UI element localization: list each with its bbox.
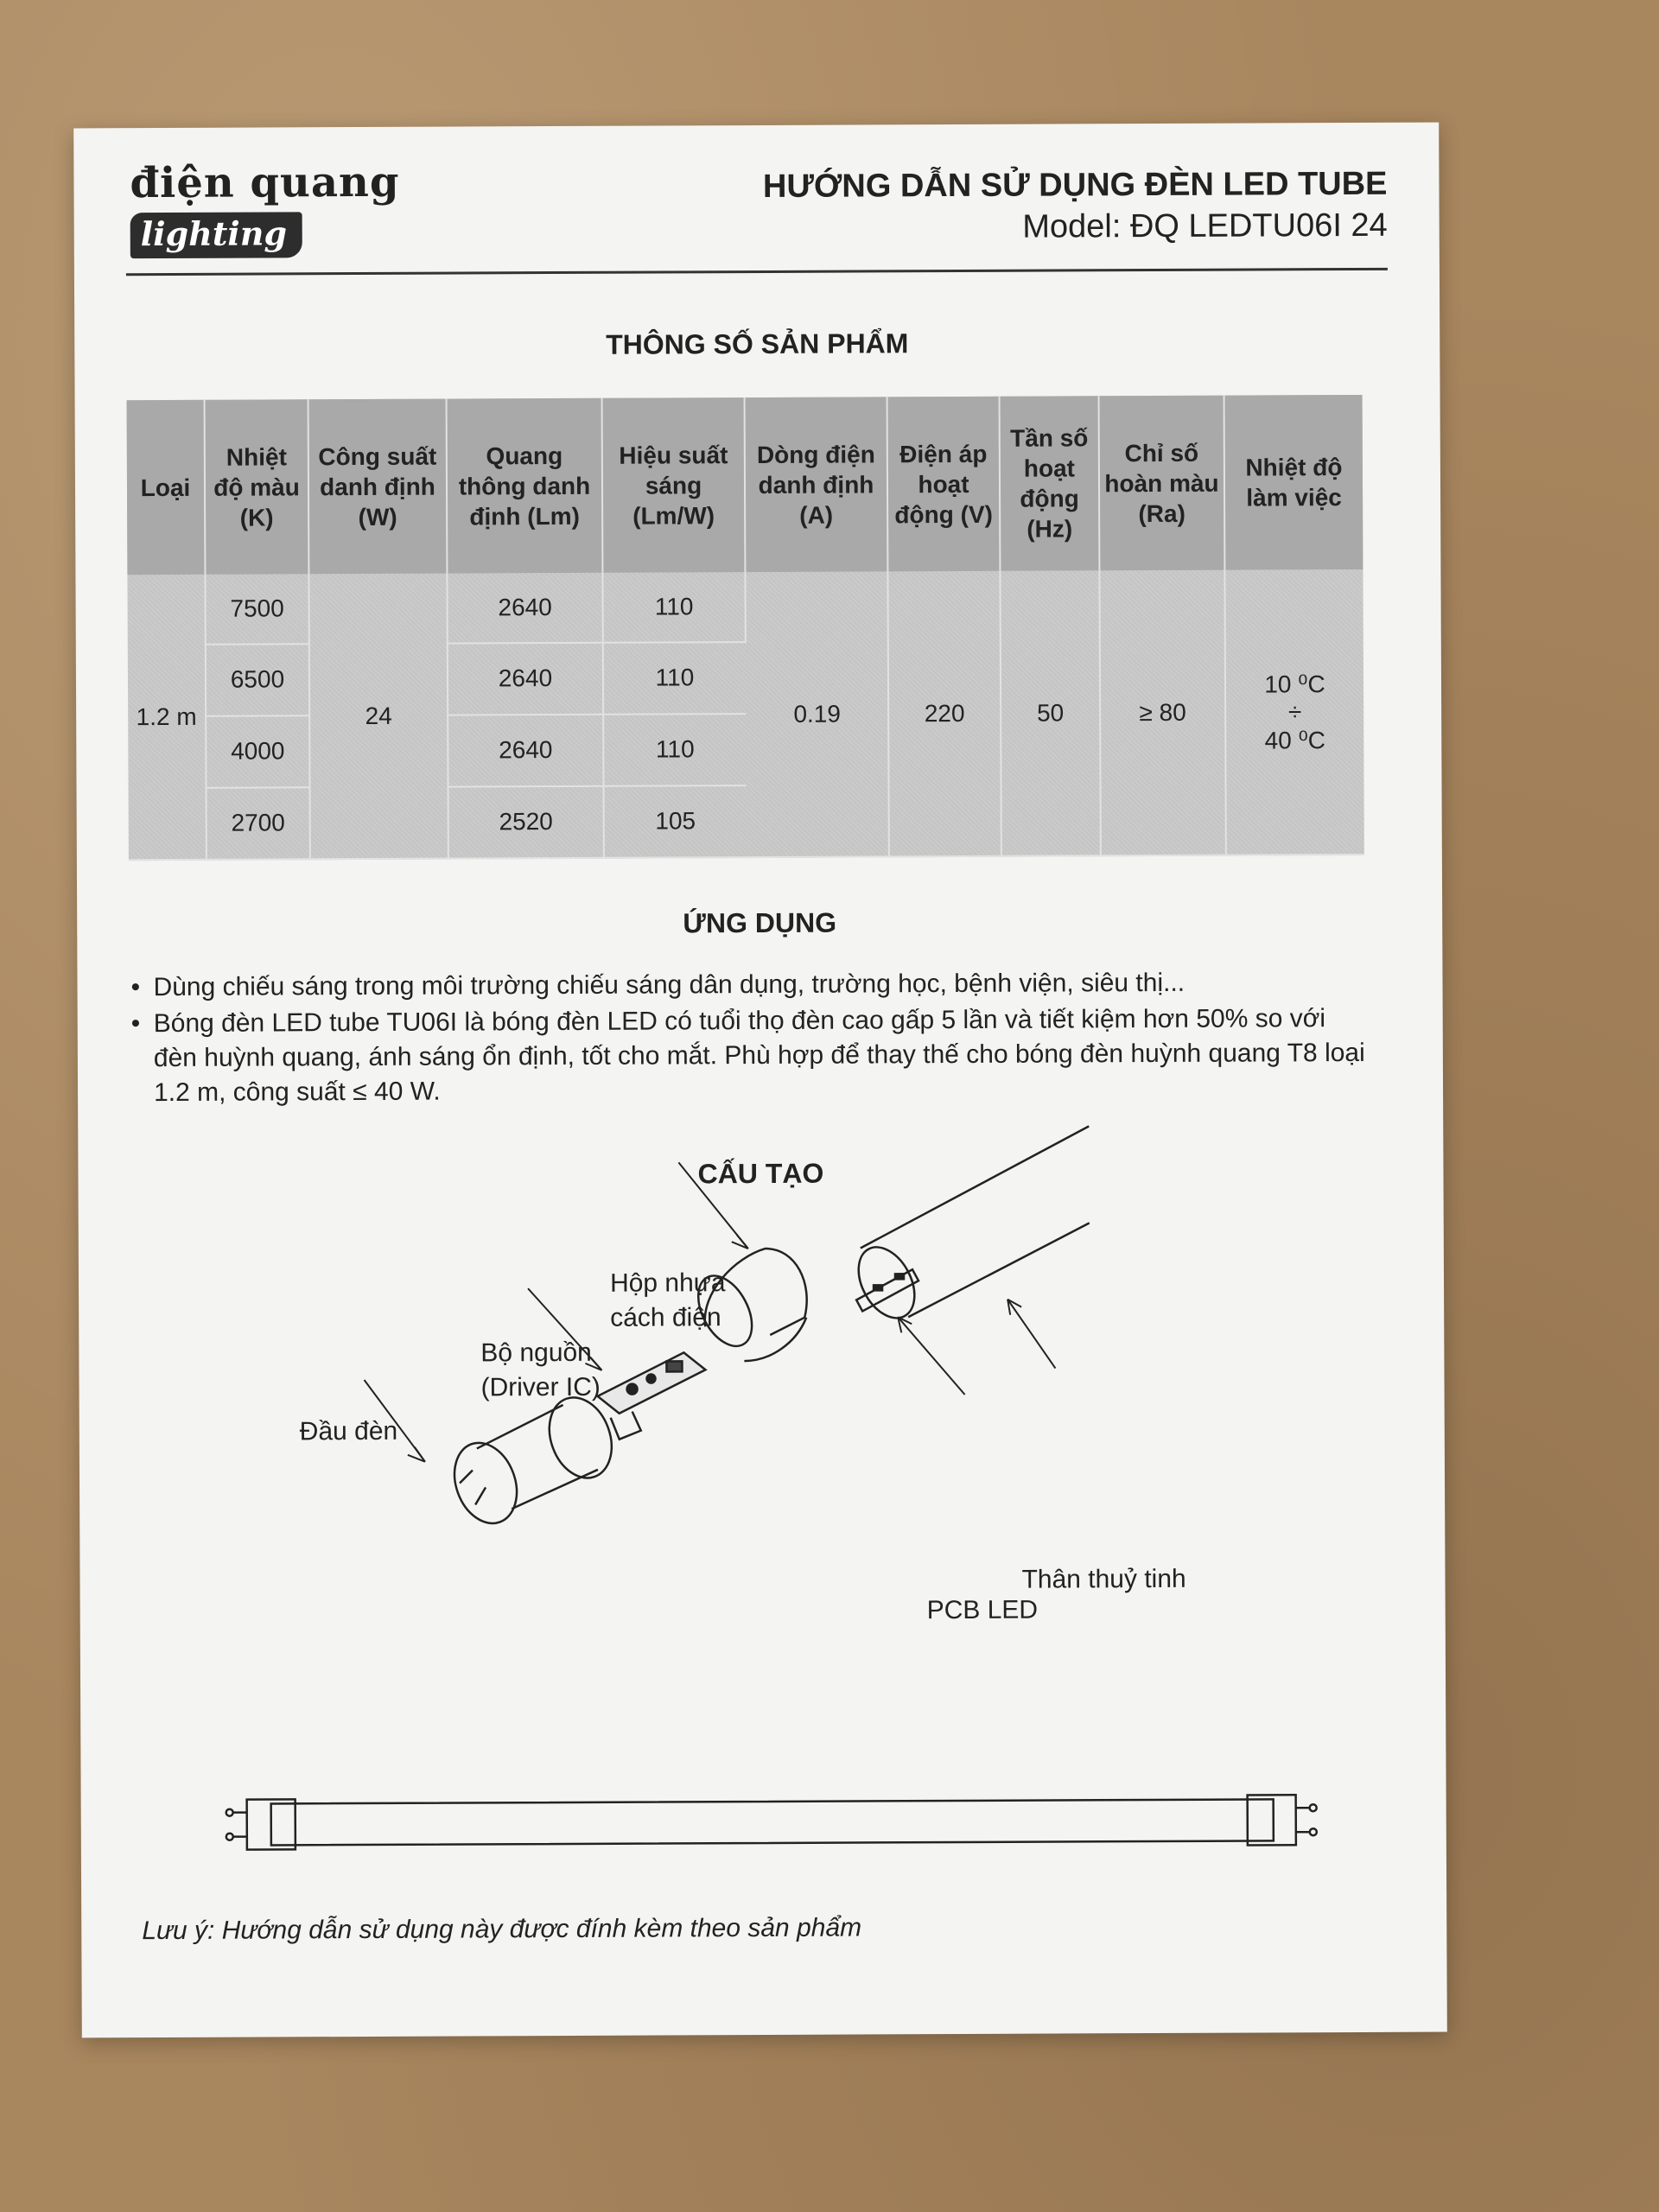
tube-exploded-diagram bbox=[73, 123, 1447, 2038]
cell-efficacy: 105 bbox=[604, 785, 747, 858]
label-driver bbox=[480, 1336, 601, 1406]
list-item: • Bóng đèn LED tube TU06I là bóng đèn LED có tuổi thọ đèn cao gấp 5 lần và tiết kiệm hơn 50% so với đèn huỳnh quang, ánh sáng ổn định, tốt cho mắt. Phù hợp để thay thế cho bóng đèn huỳnh quang T8 loại 1.2 m, công suất ≤ 40 W. bbox=[130, 1001, 1375, 1110]
cell-efficacy: 110 bbox=[603, 714, 746, 786]
cell-flux: 2640 bbox=[448, 715, 603, 787]
cell-efficacy: 110 bbox=[603, 642, 746, 715]
header-power: Công suất danh định (W) bbox=[308, 399, 448, 575]
glass-tube-drawing bbox=[847, 1126, 1090, 1327]
logo-wordmark: điện quang bbox=[130, 157, 400, 208]
header-cct: Nhiệt độ màu (K) bbox=[205, 399, 309, 575]
work-temp-min: 10 ⁰C bbox=[1264, 670, 1325, 697]
header-flux: Quang thông danh định (Lm) bbox=[447, 398, 603, 574]
header-type: Loại bbox=[127, 400, 206, 575]
label-driver-line2: (Driver IC) bbox=[480, 1372, 601, 1402]
header-cri: Chỉ số hoàn màu (Ra) bbox=[1099, 396, 1225, 571]
header-current: Dòng điện danh định (A) bbox=[745, 397, 888, 572]
cell-cct: 7500 bbox=[205, 574, 308, 644]
cell-power: 24 bbox=[308, 574, 448, 860]
model-number: Model: ĐQ LEDTU06I 24 bbox=[1022, 207, 1388, 245]
cell-cri: ≥ 80 bbox=[1099, 570, 1225, 856]
cell-cct: 2700 bbox=[207, 787, 310, 860]
label-insulator-line1: Hộp nhựa bbox=[609, 1268, 726, 1298]
structure-title: CẤU TẠO bbox=[697, 1157, 824, 1190]
cell-voltage: 220 bbox=[887, 571, 1001, 857]
cell-cct: 6500 bbox=[206, 644, 309, 716]
cell-flux: 2640 bbox=[448, 642, 603, 715]
label-insulator-line2: cách điện bbox=[610, 1303, 721, 1332]
logo-lighting-badge: lighting bbox=[130, 212, 302, 258]
cell-efficacy: 110 bbox=[602, 572, 745, 642]
application-title: ỨNG DỤNG bbox=[683, 906, 837, 939]
work-temp-sep: ÷ bbox=[1287, 697, 1302, 725]
label-end-cap: Đầu đèn bbox=[299, 1416, 398, 1446]
cell-flux: 2640 bbox=[447, 573, 602, 643]
label-pcb: PCB LED bbox=[926, 1595, 1039, 1625]
label-glass: Thân thuỷ tinh bbox=[1021, 1564, 1186, 1594]
label-insulator bbox=[610, 1266, 726, 1336]
cell-flux: 2520 bbox=[448, 786, 604, 859]
cell-cct: 4000 bbox=[206, 715, 309, 788]
document-title: HƯỚNG DẪN SỬ DỤNG ĐÈN LED TUBE bbox=[762, 165, 1388, 205]
list-item: • Dùng chiếu sáng trong môi trường chiếu sáng dân dụng, trường học, bệnh viện, siêu thị... bbox=[129, 965, 1373, 1005]
cell-current: 0.19 bbox=[745, 571, 888, 857]
work-temp-max: 40 ⁰C bbox=[1264, 726, 1326, 753]
header-voltage: Điện áp hoạt động (V) bbox=[887, 397, 1001, 572]
cell-type: 1.2 m bbox=[127, 575, 206, 860]
label-driver-line1: Bộ nguồn bbox=[480, 1338, 592, 1368]
header-work-temp: Nhiệt độ làm việc bbox=[1224, 395, 1363, 570]
specs-title: THÔNG SỐ SẢN PHẨM bbox=[606, 327, 909, 360]
driver-board-drawing bbox=[597, 1352, 705, 1440]
header-frequency: Tần số hoạt động (Hz) bbox=[1000, 396, 1100, 570]
end-cap-drawing bbox=[443, 1389, 622, 1532]
assembled-tube-drawing bbox=[226, 1795, 1317, 1850]
instruction-sheet bbox=[73, 123, 1447, 2038]
footer-note: Lưu ý: Hướng dẫn sử dụng này được đính kèm theo sản phẩm bbox=[142, 1913, 862, 1946]
header-efficacy: Hiệu suất sáng (Lm/W) bbox=[602, 397, 746, 573]
cell-frequency: 50 bbox=[1000, 570, 1100, 855]
